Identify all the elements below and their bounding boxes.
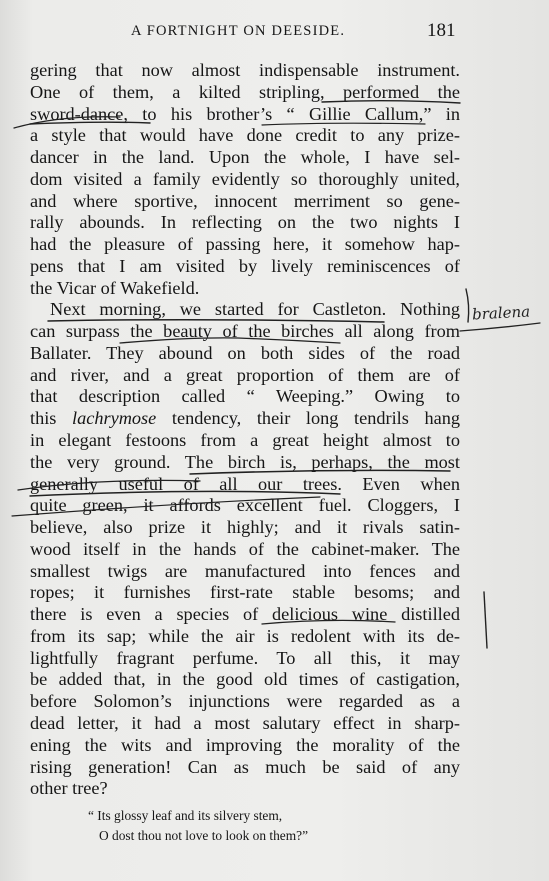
text-line: rising generation! Can as much be said of any [30,756,460,777]
text-line: One of them, a kilted stripling, performed the [30,81,460,102]
text-line: wood itself in the hands of the cabinet-maker. The [30,538,460,559]
text-fragment: tendency, their long tendrils hang [171,408,460,429]
italic-word: lachrymose [72,408,157,429]
marginal-note: bralena [471,302,531,324]
text-line: Ballater. They abound on both sides of the road [30,342,460,363]
page-header [0,20,549,44]
text-line: the very ground. The birch is, perhaps, the most [30,451,460,472]
text-line: smallest twigs are manufactured into fences and [30,560,460,581]
quote-line: “ Its glossy leaf and its silvery stem, [88,808,283,823]
text-line: dancer in the land. Upon the whole, I have sel- [30,147,460,168]
text-line [30,408,460,430]
text-line: Next morning, we started for Castleton. Nothing [50,299,460,320]
running-title: A FORTNIGHT ON DEESIDE. [131,23,346,39]
margin-arrow [460,323,540,331]
text-line: quite green, it affords excellent fuel. Cloggers, I [30,495,460,516]
text-line: before Solomon’s injunctions were regarded as a [30,691,460,712]
text-line: can surpass the beauty of the birches all along from [30,321,460,342]
text-line: dead letter, it had a most salutary effect in sharp- [30,712,460,733]
text-line: the Vicar of Wakefield. [30,277,200,298]
margin-bracket [466,289,469,322]
text-line: dom visited a family evidently so thoroughly united, [30,168,460,189]
text-line: be added that, in the good old times of castigation, [30,669,460,690]
margin-line [484,592,487,648]
text-line: other tree? [30,778,108,799]
text-line: lightfully fragrant perfume. To all this, it may [30,647,460,668]
text-line: in elegant festoons from a great height almost to [30,430,460,451]
text-line: sword-dance, to his brother’s “ Gillie Callum,” in [30,103,460,124]
text-line: a style that would have done credit to any prize- [30,125,460,146]
closing-quote [88,806,388,846]
text-line: gering that now almost indispensable instrument. [30,60,460,80]
text-line: had the pleasure of passing here, it somehow hap- [30,234,460,255]
text-line: ropes; it furnishes first-rate stable besoms; and [30,582,460,603]
page-number: 181 [427,20,456,41]
text-line: believe, also prize it highly; and it rivals satin- [30,517,460,538]
text-line: there is even a species of delicious wine distilled [30,604,460,625]
text-fragment: this [30,408,57,429]
text-line: rally abounds. In reflecting on the two nights I [30,212,460,233]
text-line: and river, and a great proportion of them are of [30,364,460,385]
text-line: pens that I am visited by lively reminiscences of [30,255,460,276]
text-line: ening the wits and improving the morality of the [30,734,460,755]
text-line: generally useful of all our trees. Even when [30,473,460,494]
quote-line: O dost thou not love to look on them?” [99,828,309,843]
body-text [30,60,460,800]
text-line: that description called “ Weeping.” Owing to [30,386,460,407]
text-line: and where sportive, innocent merriment so gene- [30,190,460,211]
text-line: from its sap; while the air is redolent with its de- [30,625,460,646]
